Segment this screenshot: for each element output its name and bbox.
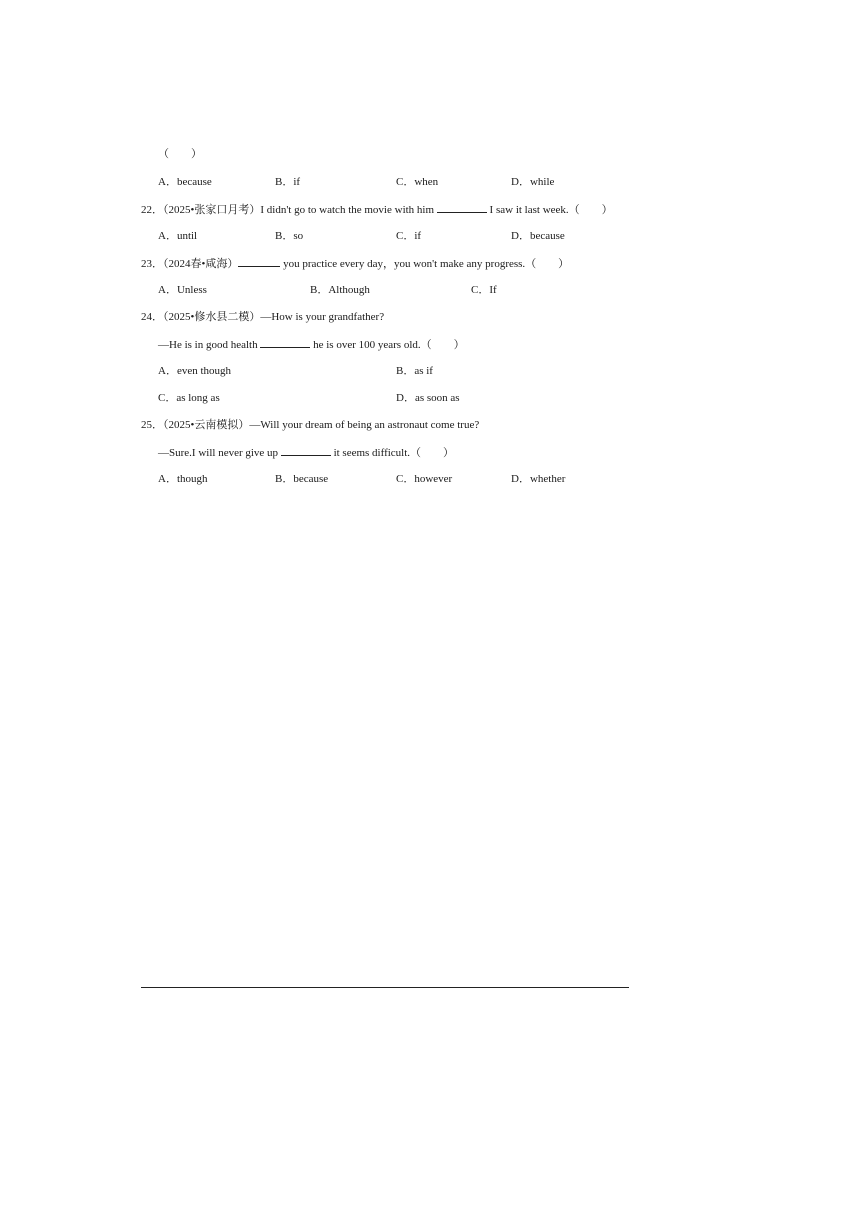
q25-number: 25． — [141, 419, 163, 431]
q22-blank — [437, 202, 487, 213]
q24-text-before: —He is in good health — [158, 339, 258, 351]
q24-option-c: C．as long as — [158, 392, 220, 404]
q22-text-before: I didn't go to watch the movie with him — [260, 204, 435, 216]
q24-option-d: D．as soon as — [396, 392, 460, 404]
q24-line1: —How is your grandfather? — [260, 311, 385, 323]
q25-line1: —Will your dream of being an astronaut come true? — [249, 419, 480, 431]
q23-stem — [141, 256, 569, 271]
q21-option-b: B．if — [275, 176, 301, 188]
q23-answer-paren: （ ） — [525, 258, 570, 270]
q24-option-a: A．even though — [158, 365, 232, 377]
q21-option-c: C．when — [396, 176, 439, 188]
q24-stem — [141, 310, 384, 324]
q22-stem — [141, 202, 613, 217]
q22-number: 22． — [141, 204, 163, 216]
footer-divider — [141, 987, 629, 988]
q25-stem-line2 — [158, 445, 454, 460]
q25-option-c: C．however — [396, 473, 453, 485]
q23-blank — [238, 256, 280, 267]
q21-option-a: A．because — [158, 176, 212, 188]
q22-answer-paren: （ ） — [568, 204, 613, 216]
q24-option-b: B．as if — [396, 365, 433, 377]
q25-option-a: A．though — [158, 473, 208, 485]
q22-option-a: A．until — [158, 230, 198, 242]
q22-option-c: C．if — [396, 230, 422, 242]
q22-source: （2025•张家口月考） — [163, 204, 261, 216]
q21-answer-paren: （ ） — [158, 148, 202, 160]
q23-option-c: C．If — [471, 284, 497, 296]
q21-option-d: D．while — [511, 176, 555, 188]
q25-text-before: —Sure.I will never give up — [158, 447, 279, 459]
q24-answer-paren: （ ） — [420, 339, 465, 351]
q23-text-after: you practice every day，you won't make any progress. — [283, 258, 526, 270]
q24-number: 24． — [141, 311, 163, 323]
q25-stem — [141, 418, 479, 432]
q22-option-b: B．so — [275, 230, 304, 242]
q22-option-d: D．because — [511, 230, 565, 242]
q25-option-d: D．whether — [511, 473, 566, 485]
q24-blank — [260, 337, 310, 348]
q25-answer-paren: （ ） — [410, 447, 455, 459]
q24-text-after: he is over 100 years old. — [313, 339, 421, 351]
q23-source: （2024春•咸海） — [163, 258, 239, 270]
q25-text-after: it seems difficult. — [333, 447, 411, 459]
q23-option-a: A．Unless — [158, 284, 207, 296]
q24-stem-line2 — [158, 337, 465, 352]
q24-source: （2025•修水县二模） — [163, 311, 261, 323]
q25-blank — [281, 445, 331, 456]
q23-number: 23． — [141, 258, 163, 270]
q25-option-b: B．because — [275, 473, 329, 485]
q23-option-b: B．Although — [310, 284, 370, 296]
q25-source: （2025•云南模拟） — [163, 419, 250, 431]
q22-text-after: I saw it last week. — [489, 204, 569, 216]
